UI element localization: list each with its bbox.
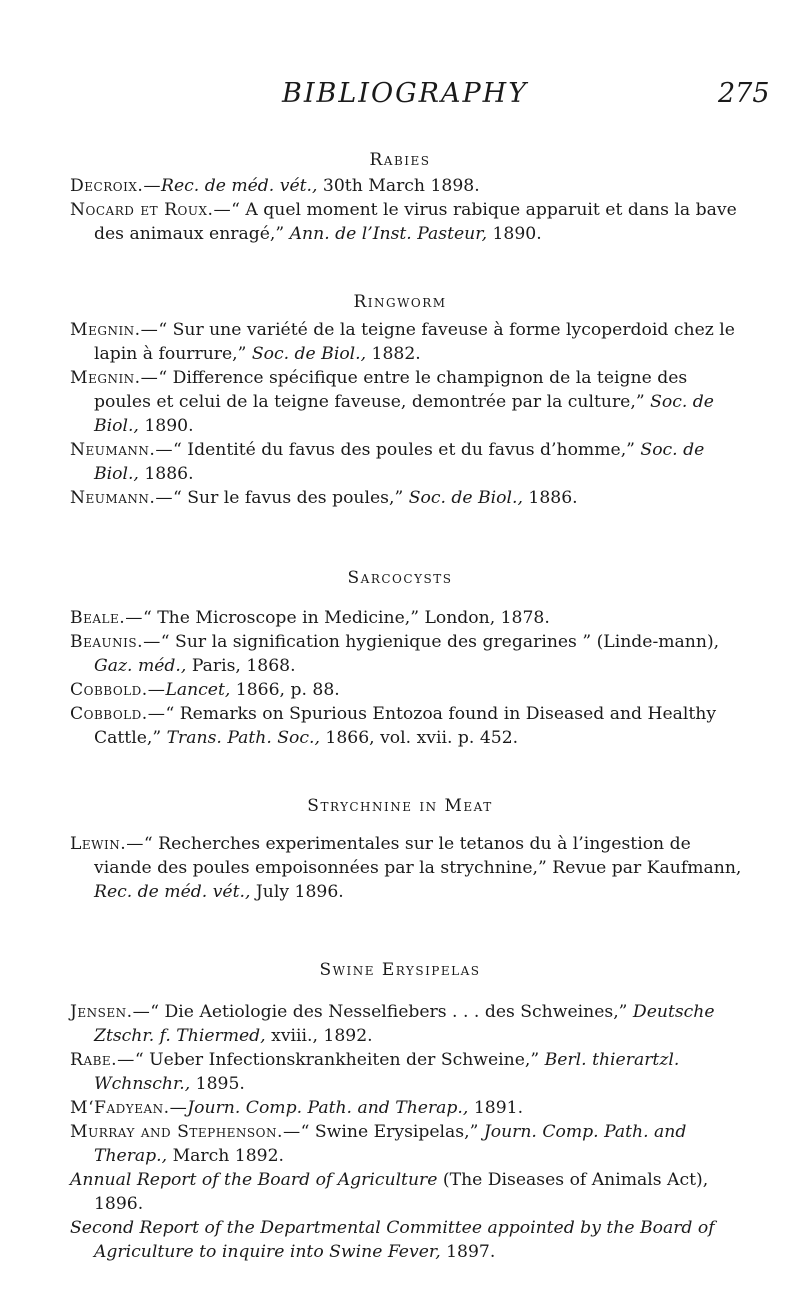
bib-entry: Annual Report of the Board of Agriculture (The Diseases of Animals Act), 1896.	[70, 1170, 709, 1214]
bib-entry: Beaunis.—“ Sur la signification hygienique des gregarines ” (Linde-mann), Gaz. méd., Paris, 1868.	[70, 632, 720, 676]
bib-entry: Second Report of the Departmental Committee appointed by the Board of Agriculture to inquire into Swine Fever, 1897.	[70, 1218, 715, 1262]
bib-entry: Murray and Stephenson.—“ Swine Erysipelas,” Journ. Comp. Path. and Therap., March 1892.	[70, 1122, 687, 1166]
section-heading-rabies: Rabies	[369, 150, 431, 170]
running-head	[0, 78, 800, 118]
bib-entry: Neumann.—“ Identité du favus des poules et du favus d’homme,” Soc. de Biol., 1886.	[70, 440, 705, 484]
bib-entry: Neumann.—“ Sur le favus des poules,” Soc. de Biol., 1886.	[70, 488, 578, 508]
section-heading-sarcocysts: Sarcocysts	[347, 568, 453, 588]
bib-entry: M‘Fadyean.—Journ. Comp. Path. and Therap., 1891.	[70, 1098, 524, 1118]
section-heading-swine-erysipelas: Swine Erysipelas	[319, 960, 481, 980]
bib-entry: Megnin.—“ Difference spécifique entre le champignon de la teigne des poules et celui de la teigne faveuse, demontrée par la culture,” Soc. de Biol., 1890.	[70, 368, 714, 436]
bib-entry: Rabe.—“ Ueber Infectionskrankheiten der Schweine,” Berl. thierartzl. Wchnschr., 1895.	[70, 1050, 680, 1094]
bib-entry: Jensen.—“ Die Aetiologie des Nesselfiebers . . . des Schweines,” Deutsche Ztschr. f. Thiermed, xviii., 1892.	[70, 1002, 715, 1046]
bib-entry: Nocard et Roux.—“ A quel moment le virus rabique apparuit et dans la bave des animaux enragé,” Ann. de l’Inst. Pasteur, 1890.	[70, 200, 737, 244]
bib-entry: Beale.—“ The Microscope in Medicine,” London, 1878.	[70, 608, 550, 628]
section-heading-ringworm: Ringworm	[353, 292, 447, 312]
running-head-title: BIBLIOGRAPHY	[282, 78, 529, 109]
bib-entry: Decroix.—Rec. de méd. vét., 30th March 1898.	[70, 176, 480, 196]
page-number: 275	[718, 78, 770, 109]
bib-entry: Cobbold.—Lancet, 1866, p. 88.	[70, 680, 340, 700]
bib-entry: Lewin.—“ Recherches experimentales sur le tetanos du à l’ingestion de viande des poules empoisonnées par la strychnine,” Revue par Kaufmann, Rec. de méd. vét., July 1896.	[70, 834, 742, 902]
bib-entry: Cobbold.—“ Remarks on Spurious Entozoa found in Diseased and Healthy Cattle,” Trans. Path. Soc., 1866, vol. xvii. p. 452.	[70, 704, 717, 748]
section-heading-strychnine: Strychnine in Meat	[307, 796, 493, 816]
bib-entry: Megnin.—“ Sur une variété de la teigne faveuse à forme lycoperdoid chez le lapin à fourrure,” Soc. de Biol., 1882.	[70, 320, 735, 364]
